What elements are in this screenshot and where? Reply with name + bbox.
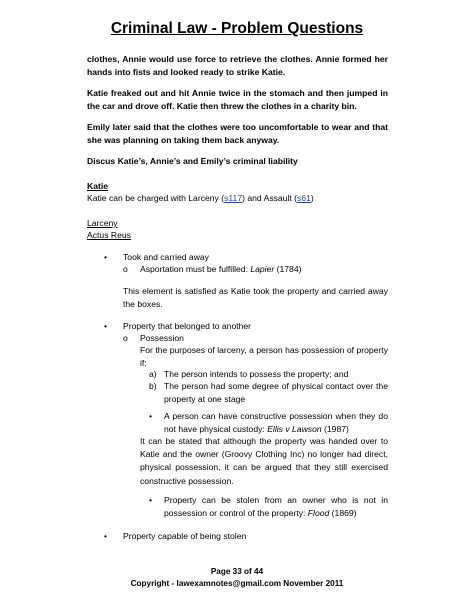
satisfied-paragraph: This element is satisfied as Katie took the property and carried away the boxes. bbox=[123, 286, 388, 310]
bullet-icon: • bbox=[104, 321, 108, 331]
page-title: Criminal Law - Problem Questions bbox=[110, 20, 364, 37]
page-number: Page 33 of 44 bbox=[210, 567, 264, 576]
list-a-label: a) bbox=[149, 369, 157, 379]
flood-year: (1869) bbox=[329, 508, 357, 519]
s117-link[interactable]: s117 bbox=[224, 193, 243, 203]
bullet-icon: • bbox=[104, 252, 108, 262]
facts-paragraph-3: Emily later said that the clothes were too uncomfortable to wear and that she was planning on taking them back anyway. bbox=[87, 122, 388, 146]
katie-heading: Katie bbox=[87, 181, 109, 191]
list-b-text: The person had some degree of physical contact over the property at one stage bbox=[164, 381, 388, 405]
actus-reus-heading: Actus Reus bbox=[87, 230, 131, 240]
katie-charge-line bbox=[87, 192, 397, 205]
asportation-text: Asportation must be fulfilled: bbox=[140, 264, 251, 274]
larceny-heading: Larceny bbox=[87, 218, 118, 228]
capable-of-being-stolen: Property capable of being stolen bbox=[123, 531, 247, 541]
copyright-line: Copyright - lawexamnotes@gmail.com November 2011 bbox=[130, 579, 344, 588]
charge-text-start: Katie can be charged with Larceny ( bbox=[87, 193, 225, 203]
facts-paragraph-1: clothes, Annie would use force to retrieve the clothes. Annie formed her hands into fists and looked ready to strike Katie. bbox=[87, 54, 388, 78]
handed-over-paragraph: It can be stated that although the property was handed over to Katie and the owner (Groovy Clothing Inc) no longer had direct, physical possession, it can be argued that they still exercised constructive possession. bbox=[140, 436, 388, 486]
stolen-from-owner bbox=[164, 494, 388, 520]
constructive-text: A person can have constructive possession when they do not have physical custody: bbox=[164, 411, 388, 435]
ellis-case: Ellis v Lawson bbox=[267, 424, 322, 435]
flood-case: Flood bbox=[307, 508, 330, 519]
charge-text-end: ) bbox=[310, 193, 314, 203]
s61-link[interactable]: s61 bbox=[297, 193, 311, 203]
list-b-label: b) bbox=[149, 381, 157, 391]
asportation-line bbox=[140, 263, 390, 276]
lapier-year: (1784) bbox=[274, 264, 302, 274]
bullet-icon: • bbox=[104, 531, 108, 541]
stolen-text: Property can be stolen from an owner who is not in possession or control of the property: bbox=[164, 495, 388, 519]
facts-paragraph-2: Katie freaked out and hit Annie twice in the stomach and then jumped in the car and drove off. Katie then threw the clothes in a charity bin. bbox=[87, 88, 388, 112]
possession-label: Possession bbox=[140, 333, 184, 343]
list-a-text: The person intends to possess the property; and bbox=[164, 369, 349, 379]
belonged-to-another: Property that belonged to another bbox=[123, 321, 252, 331]
sub-bullet-icon: o bbox=[123, 333, 128, 343]
took-carried-away: Took and carried away bbox=[123, 252, 209, 262]
ellis-year: (1987) bbox=[321, 424, 349, 435]
sub-bullet-icon: o bbox=[123, 264, 128, 274]
bullet-icon: • bbox=[149, 411, 153, 421]
question-text: Discus Katie’s, Annie’s and Emily’s criminal liability bbox=[87, 156, 298, 166]
lapier-case: Lapier bbox=[250, 264, 275, 274]
possession-definition: For the purposes of larceny, a person has possession of property if: bbox=[140, 345, 388, 369]
charge-text-middle: ) and Assault ( bbox=[242, 193, 298, 203]
constructive-possession bbox=[164, 410, 388, 436]
bullet-icon: • bbox=[149, 495, 153, 505]
